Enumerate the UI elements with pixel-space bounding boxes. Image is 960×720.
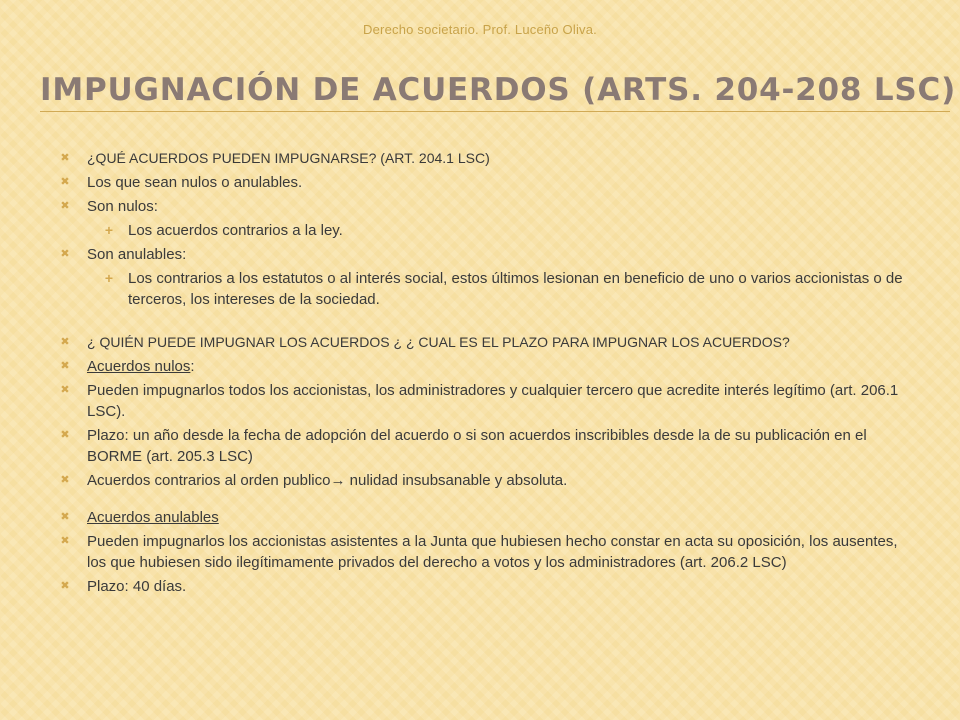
item-text: Acuerdos contrarios al orden publico xyxy=(87,472,331,489)
item-text: Los que sean nulos o anulables. xyxy=(87,174,303,191)
question-heading: ¿ QUIÉN PUEDE IMPUGNAR LOS ACUERDOS ¿ ¿ CUAL ES EL PLAZO PARA IMPUGNAR LOS ACUERDOS? xyxy=(87,334,790,350)
x-bullet-icon: ✖ xyxy=(60,360,70,372)
item-text: Plazo: un año desde la fecha de adopción del acuerdo o si son acuerdos inscribibles desde la de su publicación en el BORME xyxy=(87,427,867,465)
section-label-anulables: Acuerdos anulables xyxy=(87,509,219,526)
sub-list-item xyxy=(102,268,910,310)
sub-list-item xyxy=(102,220,910,241)
x-bullet-icon: ✖ xyxy=(60,474,70,486)
x-bullet-icon: ✖ xyxy=(60,511,70,523)
list-item xyxy=(58,332,910,353)
list-item xyxy=(58,356,910,377)
list-item xyxy=(58,380,910,422)
item-text: Los acuerdos contrarios a la ley. xyxy=(128,222,343,239)
list-item xyxy=(58,470,910,491)
item-text-end: ) xyxy=(247,448,253,465)
list-item xyxy=(58,507,910,528)
x-bullet-icon: ✖ xyxy=(60,535,70,547)
x-bullet-icon: ✖ xyxy=(60,248,70,260)
item-text-end: ). xyxy=(116,403,126,420)
item-text: Son anulables: xyxy=(87,246,187,263)
x-bullet-icon: ✖ xyxy=(60,580,70,592)
arrow-right-icon: → xyxy=(330,472,346,489)
x-bullet-icon: ✖ xyxy=(60,336,70,348)
slide-title: IMPUGNACIÓN DE ACUERDOS (ARTS. 204-208 LSC) xyxy=(40,72,957,108)
x-bullet-icon: ✖ xyxy=(60,429,70,441)
plus-bullet-icon: + xyxy=(104,270,114,286)
item-text-end: nulidad insubsanable y absoluta. xyxy=(345,472,568,489)
list-item xyxy=(58,148,910,169)
legal-reference: (art. 206.2 LSC) xyxy=(679,554,787,571)
list-item xyxy=(58,531,910,573)
item-text: Son nulos: xyxy=(87,198,158,215)
list-item xyxy=(58,196,910,217)
question-heading: ¿QUÉ ACUERDOS PUEDEN IMPUGNARSE? (ART. 204.1 LSC) xyxy=(87,150,490,166)
slide-content xyxy=(58,148,910,600)
x-bullet-icon: ✖ xyxy=(60,384,70,396)
item-text: Los contrarios a los estatutos o al interés social, estos últimos lesionan en beneficio de uno o varios accionistas o de terceros, los intereses de la sociedad. xyxy=(128,270,903,308)
plus-bullet-icon: + xyxy=(104,222,114,238)
item-text: Plazo: 40 días. xyxy=(87,578,187,595)
list-item xyxy=(58,425,910,467)
list-item xyxy=(58,172,910,193)
slide-header: Derecho societario. Prof. Luceño Oliva. xyxy=(363,22,597,37)
x-bullet-icon: ✖ xyxy=(60,200,70,212)
colon: : xyxy=(190,358,195,375)
section-label-nulos: Acuerdos nulos xyxy=(87,358,191,375)
list-item xyxy=(58,576,910,597)
x-bullet-icon: ✖ xyxy=(60,176,70,188)
item-text: Pueden impugnarlos todos los accionistas, los administradores y cualquier tercero que acredite interés legítimo xyxy=(87,382,830,399)
x-bullet-icon: ✖ xyxy=(60,152,70,164)
legal-reference: (art. 206.1 LSC xyxy=(87,382,899,420)
list-item xyxy=(58,244,910,265)
legal-reference: (art. 205.3 LSC xyxy=(146,448,248,465)
title-divider xyxy=(40,111,950,112)
item-text: Pueden impugnarlos los accionistas asistentes a la Junta que hubiesen hecho constar en acta su oposición, los ausentes, los que hubiesen sido ilegítimamente privados del derecho a votos y los administradores xyxy=(87,533,898,571)
